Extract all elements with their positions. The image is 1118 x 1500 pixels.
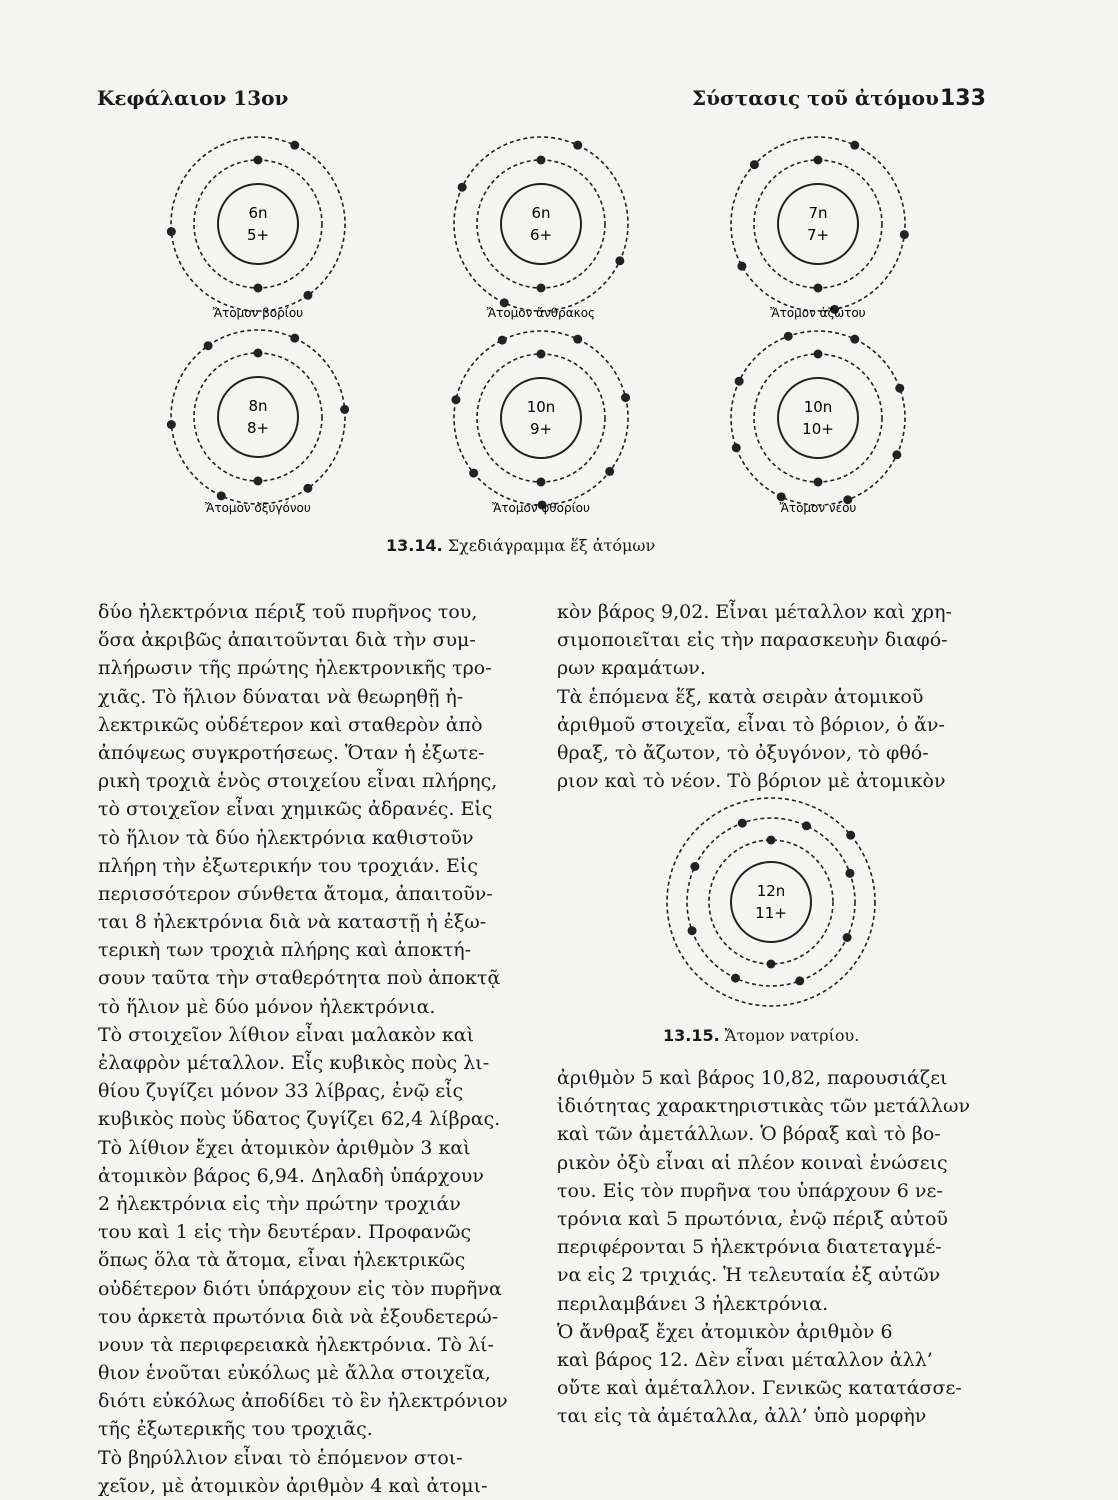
atom-label: Ἄτομον νέου xyxy=(779,501,857,515)
figure-13-14-number: 13.14. xyxy=(386,536,443,555)
text-line: σουν ταῦτα τὴν σταθερότητα ποὺ ἀποκτᾷ xyxy=(98,967,501,990)
orbit-ring xyxy=(667,798,875,1006)
figure-13-15-number: 13.15. xyxy=(663,1026,720,1045)
text-line: Τὸ βηρύλλιον εἶναι τὸ ἑπόμενον στοι- xyxy=(98,1446,463,1469)
nucleus-neutrons: 6n xyxy=(248,204,268,222)
text-line: ἀτομικὸν βάρος 6,94. Δηλαδὴ ὑπάρχουν xyxy=(98,1164,484,1187)
atom-label: Ἄτομον ἄνθρακος xyxy=(486,306,596,320)
atom-label: Ἄτομον ἀζώτου xyxy=(770,306,866,320)
nucleus-neutrons: 6n xyxy=(531,204,551,222)
electron-dot xyxy=(621,393,630,402)
orbit-ring xyxy=(218,377,298,457)
electron-dot xyxy=(303,291,312,300)
text-line: τῆς ἐξωτερικῆς του τροχιᾶς. xyxy=(98,1418,373,1441)
text-line: τὸ στοιχεῖον εἶναι χημικῶς ἀδρανές. Εἰς xyxy=(98,798,493,821)
text-line: τερικὴ των τροχιὰ πλήρης καὶ ἀποκτή- xyxy=(98,939,472,962)
electron-dot xyxy=(254,284,263,293)
nucleus-neutrons: 8n xyxy=(248,397,268,415)
orbit-ring xyxy=(778,378,858,458)
text-line: τὸ ἥλιον τὰ δύο ἠλεκτρόνια καθιστοῦν xyxy=(98,826,474,849)
electron-dot xyxy=(777,492,786,501)
text-line: θίου ζυγίζει μόνον 33 λίβρας, ἐνῷ εἷς xyxy=(98,1080,464,1103)
text-line: περιφέρονται 5 ἠλεκτρόνια διατεταγμέ- xyxy=(557,1236,942,1259)
text-line: καὶ βάρος 12. Δὲν εἶναι μέταλλον ἀλλ’ xyxy=(557,1348,933,1371)
electron-dot xyxy=(767,960,776,969)
electron-dot xyxy=(843,933,852,942)
text-line: κυβικὸς ποὺς ὕδατος ζυγίζει 62,4 λίβρας. xyxy=(98,1108,501,1131)
nucleus-neutrons: 7n xyxy=(808,204,828,222)
electron-dot xyxy=(850,335,859,344)
electron-dot xyxy=(767,836,776,845)
text-line: ἐλαφρὸν μέταλλον. Εἷς κυβικὸς ποὺς λι- xyxy=(98,1052,490,1074)
electron-dot xyxy=(846,831,855,840)
text-line: πλήρη τὴν ἐξωτερικήν του τροχιάν. Εἰς xyxy=(98,854,479,877)
orbit-ring xyxy=(778,184,858,264)
electron-dot xyxy=(814,478,823,487)
text-line: ριον καὶ τὸ νέον. Τὸ βόριον μὲ ἀτομικὸν xyxy=(557,770,946,793)
nucleus-protons: 8+ xyxy=(246,419,270,437)
electron-dot xyxy=(784,332,793,341)
text-line: οὔτε καὶ ἀμέταλλον. Γενικῶς κατατάσσε- xyxy=(557,1377,962,1400)
orbit-ring xyxy=(754,354,882,482)
text-line: ρικὸν ὀξὺ εἶναι αἱ πλέον κοιναὶ ἑνώσεις xyxy=(557,1151,948,1174)
text-line: κὸν βάρος 9,02. Εἶναι μέταλλον καὶ χρη- xyxy=(557,601,952,623)
electron-dot xyxy=(845,869,854,878)
electron-dot xyxy=(732,443,741,452)
atom-label: Ἄτομον βορίου xyxy=(212,306,304,320)
left-text-column xyxy=(98,598,512,1500)
electron-dot xyxy=(469,469,478,478)
orbit-ring xyxy=(731,862,811,942)
text-line: οὐδέτερον διότι ὑπάρχουν εἰς τὸν πυρῆνα xyxy=(98,1277,502,1300)
electron-dot xyxy=(290,334,299,343)
text-line: ἀριθμὸν 5 καὶ βάρος 10,82, παρουσιάζει xyxy=(557,1067,948,1089)
electron-dot xyxy=(204,341,213,350)
electron-dot xyxy=(814,284,823,293)
electron-dot xyxy=(167,420,176,429)
right-text-column-bottom xyxy=(557,1064,971,1430)
text-line: τρόνια καὶ 5 πρωτόνια, ἐνῷ πέριξ αὐτοῦ xyxy=(557,1207,948,1230)
text-line: ται 8 ἠλεκτρόνια διὰ νὰ καταστῇ ἡ ἐξω- xyxy=(98,911,487,934)
electron-dot xyxy=(573,335,582,344)
text-line: ται εἰς τὰ ἀμέταλλα, ἀλλ’ ὑπὸ μορφὴν xyxy=(557,1405,927,1428)
text-line: να εἰς 2 τριχιάς. Ἡ τελευταία ἐξ αὐτῶν xyxy=(557,1264,941,1287)
electron-dot xyxy=(737,262,746,271)
electron-dot xyxy=(615,256,624,265)
text-line: περισσότερον σύνθετα ἄτομα, ἀπαιτοῦν- xyxy=(98,882,493,905)
text-line: Τὰ ἑπόμενα ἕξ, κατὰ σειρὰν ἀτομικοῦ xyxy=(557,685,924,708)
electron-dot xyxy=(340,405,349,414)
page-number: 133 xyxy=(940,86,986,111)
electron-dot xyxy=(895,384,904,393)
text-line: θιον ἑνοῦται εὐκόλως μὲ ἄλλα στοιχεῖα, xyxy=(98,1362,491,1385)
electron-dot xyxy=(290,141,299,150)
electron-dot xyxy=(167,227,176,236)
electron-dot xyxy=(850,141,859,150)
text-line: θραξ, τὸ ἄζωτον, τὸ ὀξυγόνον, τὸ φθό- xyxy=(557,741,929,764)
nucleus-protons: 10+ xyxy=(802,420,834,438)
orbit-ring xyxy=(194,353,322,481)
text-line: Τὸ λίθιον ἔχει ἀτομικὸν ἀριθμὸν 3 καὶ xyxy=(98,1136,471,1159)
orbit-ring xyxy=(709,840,833,964)
text-line: του καὶ 1 εἰς τὴν δευτέραν. Προφανῶς xyxy=(98,1221,472,1244)
orbit-ring xyxy=(218,184,298,264)
electron-dot xyxy=(451,395,460,404)
text-line: ἀπόψεως συγκροτήσεως. Ὅταν ἡ ἐξωτε- xyxy=(98,741,485,764)
electron-dot xyxy=(605,467,614,476)
text-line: χεῖον, μὲ ἀτομικὸν ἀριθμὸν 4 καὶ ἀτομι- xyxy=(98,1474,488,1497)
nucleus-protons: 5+ xyxy=(246,226,270,244)
figure-13-14-text: Σχεδιάγραμμα ἕξ ἀτόμων xyxy=(447,536,656,555)
nucleus-neutrons: 10n xyxy=(526,398,556,416)
section-header: Σύστασις τοῦ ἀτόμου xyxy=(692,86,939,110)
electron-dot xyxy=(254,156,263,165)
electron-dot xyxy=(795,976,804,985)
electron-dot xyxy=(537,284,546,293)
electron-dot xyxy=(573,141,582,150)
text-line: λεκτρικῶς οὐδέτερον καὶ σταθερὸν ἀπὸ xyxy=(98,713,483,736)
text-line: χιᾶς. Τὸ ἥλιον δύναται νὰ θεωρηθῇ ἠ- xyxy=(98,685,464,708)
nucleus-protons: 7+ xyxy=(806,226,830,244)
text-line: διότι εὐκόλως ἀποδίδει τὸ ἓν ἠλεκτρόνιον xyxy=(98,1390,508,1413)
text-line: ὅσα ἀκριβῶς ἀπαιτοῦνται διὰ τὴν συμ- xyxy=(98,629,476,652)
electron-dot xyxy=(892,450,901,459)
text-line: του ἀρκετὰ πρωτόνια διὰ νὰ ἐξουδετερώ- xyxy=(98,1305,499,1328)
orbit-ring xyxy=(477,160,605,288)
text-line: περιλαμβάνει 3 ἠλεκτρόνια. xyxy=(557,1292,829,1315)
nucleus-protons: 9+ xyxy=(529,420,553,438)
text-line: Ὁ ἄνθραξ ἔχει ἀτομικὸν ἀριθμὸν 6 xyxy=(557,1320,893,1343)
figure-13-15-caption xyxy=(663,1026,859,1045)
electron-dot xyxy=(750,160,759,169)
electron-dot xyxy=(217,491,226,500)
electron-dot xyxy=(690,862,699,871)
electron-dot xyxy=(254,477,263,486)
atom-label: Ἄτομον φθορίου xyxy=(492,501,590,515)
text-line: καὶ τῶν ἀμετάλλων. Ὁ βόραξ καὶ τὸ βο- xyxy=(557,1123,941,1146)
electron-dot xyxy=(688,926,697,935)
text-line: Τὸ στοιχεῖον λίθιον εἶναι μαλακὸν καὶ xyxy=(98,1023,475,1046)
figure-13-14-caption xyxy=(386,536,655,555)
electron-dot xyxy=(735,377,744,386)
nucleus-neutrons: 10n xyxy=(803,398,833,416)
orbit-ring xyxy=(501,378,581,458)
electron-dot xyxy=(458,183,467,192)
nucleus-neutrons: 12n xyxy=(756,882,786,900)
text-line: νουν τὰ περιφερειακὰ ἠλεκτρόνια. Τὸ λί- xyxy=(98,1333,494,1356)
electron-dot xyxy=(303,484,312,493)
electron-dot xyxy=(498,336,507,345)
electron-dot xyxy=(900,230,909,239)
text-line: ρων κραμάτων. xyxy=(557,657,706,680)
nucleus-protons: 11+ xyxy=(755,904,787,922)
orbit-ring xyxy=(477,354,605,482)
nucleus-protons: 6+ xyxy=(529,226,553,244)
text-line: ἀριθμοῦ στοιχεῖα, εἶναι τὸ βόριον, ὁ ἄν- xyxy=(557,713,945,736)
orbit-ring xyxy=(501,184,581,264)
figure-13-15-text: Ἄτομον νατρίου. xyxy=(724,1026,860,1045)
text-line: ρικὴ τροχιὰ ἑνὸς στοιχείου εἶναι πλήρης, xyxy=(98,770,498,793)
right-text-column-top xyxy=(557,598,971,795)
chapter-header: Κεφάλαιον 13ον xyxy=(97,86,289,110)
electron-dot xyxy=(537,350,546,359)
electron-dot xyxy=(814,350,823,359)
text-line: του. Εἰς τὸν πυρῆνα του ὑπάρχουν 6 νε- xyxy=(557,1179,943,1202)
text-line: ἰδιότητας χαρακτηριστικὰς τῶν μετάλλων xyxy=(557,1095,970,1118)
electron-dot xyxy=(254,349,263,358)
text-line: 2 ἠλεκτρόνια εἰς τὴν πρώτην τροχιάν xyxy=(98,1192,461,1215)
electron-dot xyxy=(738,819,747,828)
text-line: ὅπως ὅλα τὰ ἄτομα, εἶναι ἠλεκτρικῶς xyxy=(98,1249,466,1272)
atom-label: Ἄτομον ὀξυγόνου xyxy=(205,501,311,515)
orbit-ring xyxy=(194,160,322,288)
electron-dot xyxy=(802,821,811,830)
electron-dot xyxy=(537,156,546,165)
orbit-ring xyxy=(754,160,882,288)
text-line: τὸ ἥλιον μὲ δύο μόνον ἠλεκτρόνια. xyxy=(98,995,436,1018)
text-line: δύο ἠλεκτρόνια πέριξ τοῦ πυρῆνος του, xyxy=(98,601,478,623)
electron-dot xyxy=(814,156,823,165)
text-line: σιμοποιεῖται εἰς τὴν παρασκευὴν διαφό- xyxy=(557,629,948,652)
electron-dot xyxy=(537,478,546,487)
electron-dot xyxy=(731,974,740,983)
text-line: πλήρωσιν τῆς πρώτης ἠλεκτρονικῆς τρο- xyxy=(98,657,492,680)
